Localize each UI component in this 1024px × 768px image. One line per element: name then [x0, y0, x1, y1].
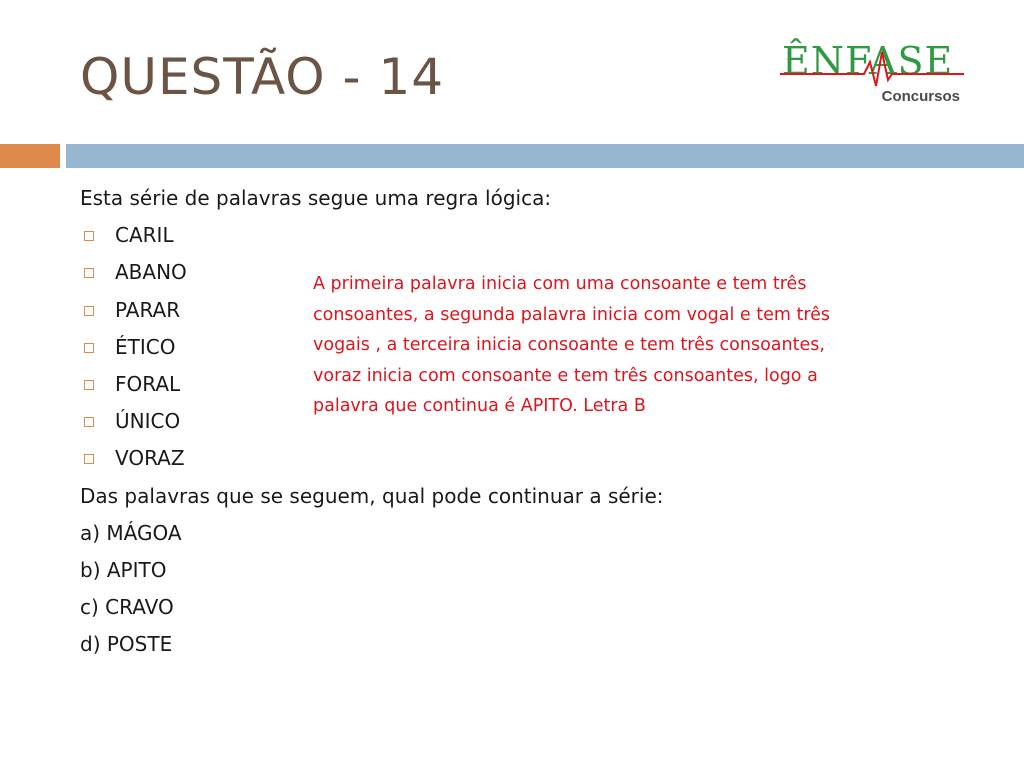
page-title: QUESTÃO - 14: [80, 48, 445, 106]
word-label: FORAL: [115, 371, 181, 396]
list-item: [80, 217, 310, 254]
option-a: a) MÁGOA: [80, 520, 182, 545]
option-d: d) POSTE: [80, 632, 173, 657]
intro-text: Esta série de palavras segue uma regra lógica:: [80, 186, 552, 210]
square-bullet-icon: [84, 306, 94, 316]
square-bullet-icon: [84, 380, 94, 390]
enfase-logo: [780, 36, 964, 108]
word-label: PARAR: [115, 297, 181, 322]
word-label: VORAZ: [115, 446, 185, 471]
word-label: ÚNICO: [115, 409, 181, 434]
list-item: [80, 329, 310, 366]
header-rule-blue: [66, 144, 1024, 168]
question-text: Das palavras que se seguem, qual pode continuar a série:: [80, 483, 664, 508]
logo-wordmark: ÊNFASE: [782, 39, 954, 83]
word-label: ABANO: [115, 260, 187, 285]
square-bullet-icon: [84, 417, 94, 427]
word-label: ÉTICO: [115, 334, 176, 359]
header-rule-orange: [0, 144, 60, 168]
square-bullet-icon: [84, 343, 94, 353]
list-item: [80, 403, 310, 440]
square-bullet-icon: [84, 454, 94, 464]
option-c: c) CRAVO: [80, 595, 174, 620]
answer-explanation: A primeira palavra inicia com uma consoante e tem três consoantes, a segunda palavra inicia com vogal e tem três vogais , a terceira inicia consoante e tem três consoantes, voraz inicia com consoante e tem três consoantes, logo a palavra que continua é APITO. Letra B: [313, 274, 831, 416]
list-item: [80, 366, 310, 403]
square-bullet-icon: [84, 231, 94, 241]
option-b: b) APITO: [80, 557, 167, 582]
word-label: CARIL: [115, 223, 174, 248]
list-item: [80, 440, 310, 477]
list-item: [80, 254, 310, 291]
list-item: [80, 292, 310, 329]
square-bullet-icon: [84, 268, 94, 278]
logo-subtitle: Concursos: [881, 88, 960, 105]
